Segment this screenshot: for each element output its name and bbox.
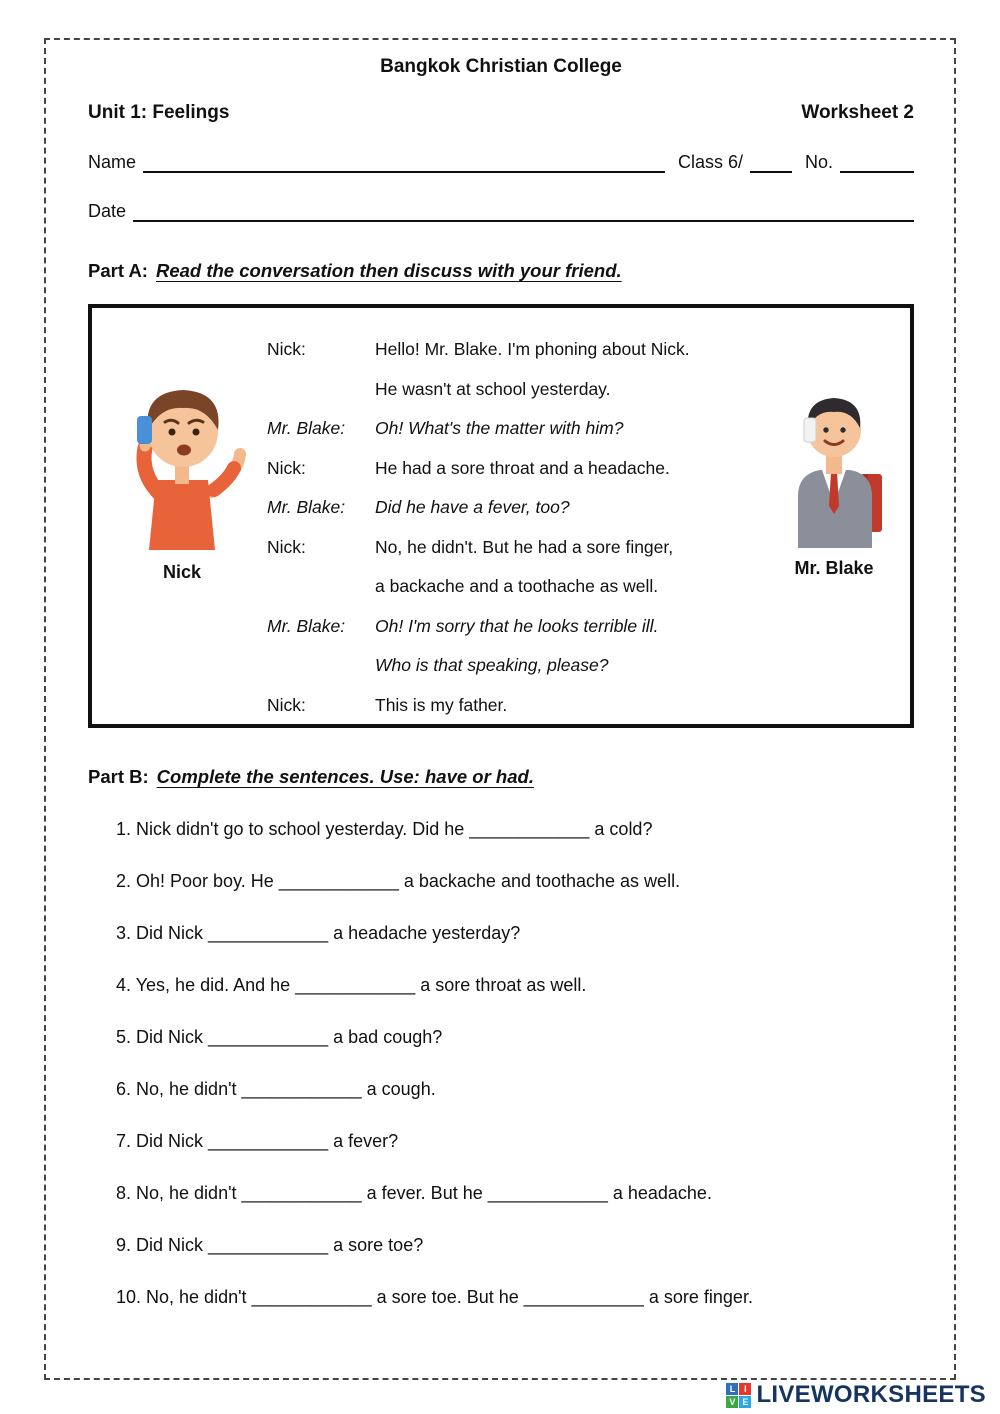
mr-blake-label: Mr. Blake — [794, 558, 874, 578]
dialogue-text: Hello! Mr. Blake. I'm phoning about Nick. — [375, 339, 690, 359]
sentence-item[interactable]: 1. Nick didn't go to school yesterday. Did he ____________ a cold? — [116, 819, 653, 839]
dialogue-text: Oh! What's the matter with him? — [375, 418, 624, 438]
sentence-item[interactable]: 6. No, he didn't ____________ a cough. — [116, 1079, 436, 1099]
logo-letter: L — [726, 1383, 738, 1395]
dialogue-text: He had a sore throat and a headache. — [375, 457, 670, 478]
no-blank[interactable] — [840, 150, 914, 173]
date-blank[interactable] — [133, 199, 914, 222]
sentence-item[interactable]: 3. Did Nick ____________ a headache yesterday? — [116, 923, 521, 943]
name-label: Name — [88, 152, 137, 172]
conversation-line — [267, 646, 900, 686]
brand-text: LIVEWORKSHEETS — [756, 1381, 986, 1408]
unit-title: Unit 1: Feelings — [88, 102, 230, 123]
speaker-name — [267, 567, 375, 607]
dialogue-text: He wasn't at school yesterday. — [375, 378, 611, 399]
no-label: No. — [804, 152, 833, 172]
dialogue-text: Oh! I'm sorry that he looks terrible ill. — [375, 615, 659, 636]
speaker-name: Mr. Blake: — [267, 615, 346, 636]
conversation-line — [267, 686, 900, 726]
sentence-item[interactable]: 8. No, he didn't ____________ a fever. But he ____________ a headache. — [116, 1183, 712, 1203]
sentence-item[interactable]: 5. Did Nick ____________ a bad cough? — [116, 1027, 443, 1047]
speaker-name — [267, 370, 375, 410]
speaker-name: Mr. Blake: — [267, 418, 346, 438]
name-row — [88, 150, 914, 173]
speaker-name: Nick: — [267, 536, 306, 557]
name-blank[interactable] — [143, 150, 665, 173]
mr-blake-illustration — [772, 378, 896, 579]
nick-label: Nick — [162, 562, 202, 582]
speaker-name: Nick: — [267, 694, 306, 715]
class-blank[interactable] — [750, 150, 792, 173]
part-b-heading — [88, 766, 914, 788]
logo-letter: E — [739, 1396, 751, 1408]
date-label: Date — [88, 201, 127, 221]
sentence-item[interactable]: 7. Did Nick ____________ a fever? — [116, 1131, 399, 1151]
boy-with-phone-icon — [116, 374, 248, 554]
dialogue-text: This is my father. — [375, 694, 508, 715]
sentence-item[interactable]: 2. Oh! Poor boy. He ____________ a backache and toothache as well. — [116, 871, 681, 891]
speaker-name: Mr. Blake: — [267, 497, 346, 517]
part-a-label: Part A: — [88, 260, 148, 281]
dialogue-text: a backache and a toothache as well. — [375, 576, 659, 596]
speaker-name: Nick: — [267, 339, 306, 359]
date-row — [88, 199, 914, 222]
logo-letter: I — [739, 1383, 751, 1395]
dialogue-text: Did he have a fever, too? — [375, 497, 570, 517]
sentence-item[interactable]: 4. Yes, he did. And he ____________ a sore throat as well. — [116, 975, 587, 995]
worksheet-content — [88, 56, 914, 1308]
part-b-sentences — [116, 819, 914, 1308]
dialogue-text: No, he didn't. But he had a sore finger, — [375, 536, 674, 557]
school-title: Bangkok Christian College — [380, 56, 622, 77]
sentence-item[interactable]: 10. No, he didn't ____________ a sore toe. But he ____________ a sore finger. — [116, 1287, 753, 1307]
conversation-line — [267, 607, 900, 647]
part-b-label: Part B: — [88, 766, 149, 787]
speaker-name: Nick: — [267, 457, 306, 478]
dialogue-text: Who is that speaking, please? — [375, 655, 609, 675]
speaker-name — [267, 646, 375, 686]
logo-letter: V — [726, 1396, 738, 1408]
worksheet-number: Worksheet 2 — [801, 102, 914, 123]
liveworksheets-brand — [726, 1381, 986, 1409]
class-label: Class 6/ — [677, 152, 743, 172]
conversation-box — [88, 304, 914, 728]
sentence-item[interactable]: 9. Did Nick ____________ a sore toe? — [116, 1235, 424, 1255]
liveworksheets-logo-icon — [726, 1383, 751, 1408]
conversation-line — [267, 330, 900, 370]
man-with-phone-icon — [776, 378, 892, 550]
unit-row — [88, 102, 914, 124]
part-b-instruction: Complete the sentences. Use: have or had. — [156, 766, 534, 787]
part-a-instruction: Read the conversation then discuss with your friend. — [155, 260, 622, 281]
nick-illustration — [112, 374, 252, 583]
part-a-heading — [88, 260, 914, 282]
